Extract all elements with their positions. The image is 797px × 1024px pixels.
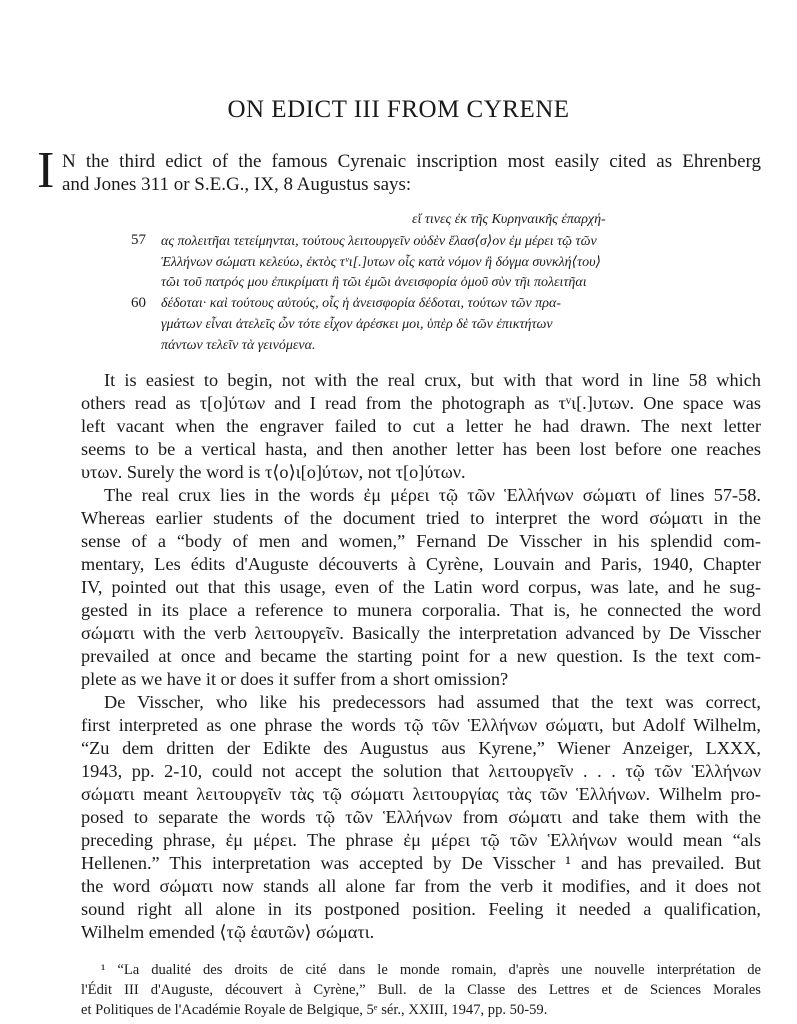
body-line: υτων. Surely the word is τ⟨ο⟩ι[ο]ύτων, not τ[ο]ύτων. xyxy=(81,462,466,482)
body-line: Hellenen.” This interpretation was accepted by De Visscher ¹ and has prevailed. But xyxy=(81,853,761,873)
body-line: seems to be a vertical hasta, and then another letter has been lost before one reaches xyxy=(81,439,761,459)
page-title: ON EDICT III FROM CYRENE xyxy=(227,96,570,123)
line-number: 60 xyxy=(131,295,146,311)
inscription-line: Ἑλλήνων σώματι κελεύω, ἐκτὸς τᵛι[.]υτων οἷς κατὰ νόμον ἢ δόγμα συνκλή⟨του⟩ xyxy=(161,255,601,270)
footnote-line: et Politiques de l'Académie Royale de Belgique, 5ᵉ sér., XXIII, 1947, pp. 50-59. xyxy=(81,1002,548,1018)
body-line: It is easiest to begin, not with the real crux, but with that word in line 58 which xyxy=(104,370,761,390)
body-line: The real crux lies in the words ἐμ μέρει τῷ τῶν Ἑλλήνων σώματι of lines 57-58. xyxy=(104,485,761,505)
body-line: σώματι with the verb λειτουργεῖν. Basically the interpretation advanced by De Visscher xyxy=(81,623,761,643)
body-line: Whereas earlier students of the document tried to interpret the word σώματι in the xyxy=(81,508,761,528)
intro-line: and Jones 311 or S.E.G., IX, 8 Augustus says: xyxy=(62,174,412,195)
inscription-line: δέδοται· καὶ τούτους αὐτούς, οἷς ἡ ἀνεισφορία δέδοται, τούτων τῶν πρα- xyxy=(161,296,561,311)
drop-cap: I xyxy=(37,142,55,199)
body-line: Wilhelm emended ⟨τῷ ἑαυτῶν⟩ σώματι. xyxy=(81,922,375,942)
body-line: the word σώματι now stands all alone far from the verb it modifies, and it does not xyxy=(81,876,761,896)
body-line: plete as we have it or does it suffer from a short omission? xyxy=(81,669,509,689)
inscription-line: ας πολειτῆαι τετείμηνται, τούτους λειτουργεῖν οὐδὲν ἔλασ⟨σ⟩ον ἐμ μέρει τῷ τῶν xyxy=(161,234,597,249)
body-line: 1943, pp. 2-10, could not accept the solution that λειτουργεῖν . . . τῷ τῶν Ἑλλήνων xyxy=(81,761,761,781)
inscription-line: πάντων τελεῖν τὰ γεινόμενα. xyxy=(161,338,316,353)
body-line: De Visscher, who like his predecessors had assumed that the text was correct, xyxy=(104,692,761,712)
inscription-line: εἴ τινες ἐκ τῆς Κυρηναικῆς ἐπαρχή- xyxy=(412,212,606,227)
body-line: sense of a “body of men and women,” Fernand De Visscher in his splendid com- xyxy=(81,531,761,551)
body-line: “Zu dem dritten der Edikte des Augustus aus Kyrene,” Wiener Anzeiger, LXXX, xyxy=(81,738,761,758)
body-line: IV, pointed out that this usage, even of the Latin word corpus, was late, and he sug- xyxy=(81,577,761,597)
inscription-line: τῶι τοῦ πατρός μου ἐπικρίματι ἢ τῶι ἐμῶι ἀνεισφορία ὁμοῦ σὺν τῆι πολειτῆαι xyxy=(161,275,587,290)
body-line: first interpreted as one phrase the words τῷ τῶν Ἑλλήνων σώματι, but Adolf Wilhelm, xyxy=(81,715,761,735)
inscription-line: γμάτων εἶναι ἀτελεῖς ὧν τότε εἶχον ἀρέσκει μοι, ὑπὲρ δὲ τῶν ἐπικτήτων xyxy=(161,317,553,332)
line-number: 57 xyxy=(131,232,146,248)
body-line: sound right all alone in its postponed position. Feeling it needed a qualification, xyxy=(81,899,761,919)
body-line: posed to separate the words τῷ τῶν Ἑλλήνων from σώματι and take them with the xyxy=(81,807,761,827)
body-line: σώματι meant λειτουργεῖν τὰς τῷ σώματι λειτουργίας τὰς τῶν Ἑλλήνων. Wilhelm pro- xyxy=(81,784,761,804)
body-line: prevailed at once and became the starting point for a new question. Is the text com- xyxy=(81,646,761,666)
body-line: gested in its place a reference to munera corporalia. That is, he connected the word xyxy=(81,600,761,620)
footnote-line: l'Édit III d'Auguste, découvert à Cyrène,” Bull. de la Classe des Lettres et de Sciences Morales xyxy=(81,982,761,998)
body-line: mentary, Les édits d'Auguste découverts à Cyrène, Louvain and Paris, 1940, Chapter xyxy=(81,554,761,574)
footnote-line: ¹ “La dualité des droits de cité dans le monde romain, d'après une nouvelle interprétation de xyxy=(101,962,761,978)
body-line: preceding phrase, ἐμ μέρει. The phrase ἐμ μέρει τῷ τῶν Ἑλλήνων would mean “als xyxy=(81,830,761,850)
body-line: others read as τ[ο]ύτων and I read from the photograph as τᵛι[.]υτων. One space was xyxy=(81,393,761,413)
body-line: left vacant when the engraver failed to cut a letter he had drawn. The next letter xyxy=(81,416,761,436)
intro-line: N the third edict of the famous Cyrenaic inscription most easily cited as Ehrenberg xyxy=(62,151,761,172)
